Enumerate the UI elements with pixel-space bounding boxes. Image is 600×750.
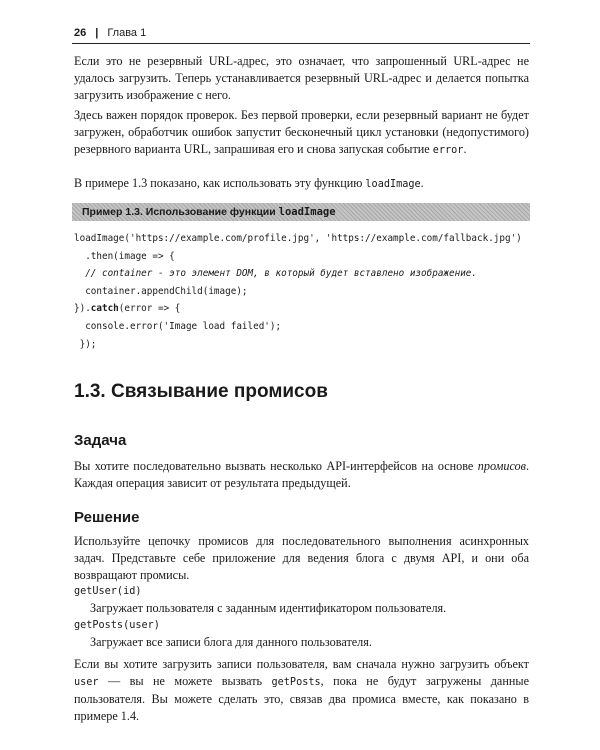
- code-line-6: console.error('Image load failed');: [74, 320, 282, 332]
- code-line-1: loadImage('https://example.com/profile.jpg', 'https://example.com/fallback.jpg'): [74, 233, 522, 244]
- task-text-b: . Каждая операция зависит от результата предыдущей.: [74, 459, 529, 490]
- paragraph-example-text: В примере 1.3 показано, как использовать эту функцию: [74, 176, 366, 190]
- code-line-5-start: }).: [74, 303, 91, 315]
- paragraph-order-end: .: [463, 142, 467, 156]
- example-caption: Пример 1.3. Использование функции: [82, 206, 279, 218]
- definition-getuser: Загружает пользователя с заданным идентификатором пользователя.: [90, 601, 447, 615]
- code-line-2: .then(image => {: [74, 250, 175, 262]
- inline-code-user: user: [74, 677, 99, 688]
- code-keyword-catch: catch: [90, 303, 119, 315]
- task-heading: Задача: [74, 432, 127, 449]
- code-listing: [74, 230, 522, 353]
- definition-getposts: Загружает все записи блога для данного пользователя.: [90, 635, 372, 649]
- code-line-4: container.appendChild(image);: [74, 285, 248, 297]
- inline-code-getposts: getPosts: [271, 677, 321, 688]
- code-line-5: [74, 300, 522, 318]
- task-text-a: Вы хотите последовательно вызвать несколько API-интерфейсов на основе: [74, 459, 478, 473]
- paragraph-example-end: .: [420, 176, 424, 190]
- code-line-5-end: (error => {: [118, 303, 181, 315]
- paragraph-final: [74, 656, 529, 725]
- solution-heading: Решение: [74, 509, 140, 526]
- task-text-emphasis: промисов: [477, 459, 526, 473]
- task-text: [74, 458, 529, 492]
- term-getuser: getUser(id): [74, 586, 142, 597]
- running-header: [74, 25, 146, 41]
- example-caption-bar: [72, 203, 530, 221]
- solution-text: Используйте цепочку промисов для последовательного выполнения асинхронных задач. Представьте себе приложение для ведения блога с двумя API, и они оба возвращают промисы.: [74, 534, 529, 582]
- final-text-b: — вы не можете вызвать: [98, 674, 272, 688]
- final-text-c: , пока не будут загружены данные пользователя. Вы можете сделать это, связав два промиса вместе, как показано в примере 1.4.: [74, 674, 529, 723]
- code-line-7: });: [74, 338, 97, 350]
- paragraph-order-text: Здесь важен порядок проверок. Без первой проверки, если резервный вариант не будет загружен, обработчик ошибок запустит бесконечный цикл установки (недопустимого) резервного варианта URL, запрашивая его и снова запуская событие: [74, 108, 529, 156]
- inline-code-loadimage: loadImage: [365, 179, 421, 190]
- code-line-3-comment: // container - это элемент DOM, в который будет вставлено изображение.: [74, 268, 477, 280]
- inline-code-error: error: [432, 145, 464, 156]
- header-separator: |: [95, 27, 99, 39]
- chapter-title: Глава 1: [107, 27, 147, 39]
- paragraph-fallback: Если это не резервный URL-адрес, это означает, что запрошенный URL-адрес не удалось загрузить. Теперь устанавливается резервный URL-адрес и делается попытка загрузить изображение с него.: [74, 54, 529, 102]
- header-rule: [72, 43, 530, 44]
- term-getposts: getPosts(user): [74, 620, 160, 631]
- section-title: 1.3. Связывание промисов: [74, 381, 328, 402]
- example-caption-code: loadImage: [278, 206, 336, 218]
- paragraph-order: [74, 107, 529, 159]
- page-number: 26: [74, 27, 87, 39]
- final-text-a: Если вы хотите загрузить записи пользователя, вам сначала нужно загрузить объект: [74, 657, 529, 671]
- paragraph-example-intro: [74, 175, 529, 193]
